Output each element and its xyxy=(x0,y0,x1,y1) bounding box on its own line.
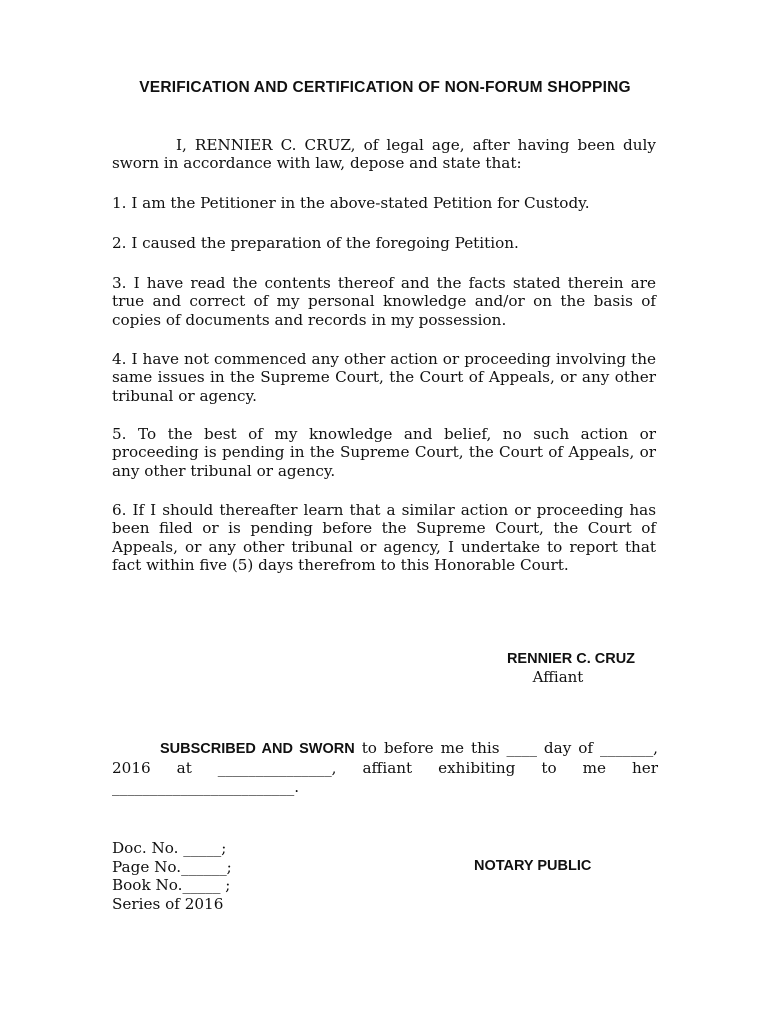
page-no: Page No.______; xyxy=(112,857,232,876)
paragraph-4: 4. I have not commenced any other action or proceeding involving the same issues in the Supreme Court, the Court of Appeals, or any other tribunal or agency. xyxy=(112,350,656,405)
paragraph-1: 1. I am the Petitioner in the above-stated Petition for Custody. xyxy=(112,194,590,212)
doc-no: Doc. No. _____; xyxy=(112,839,227,857)
paragraph-6: 6. If I should thereafter learn that a similar action or proceeding has been filed or is pending before the Supreme Court, the Court of Appeals, or any other tribunal or agency, I undertake to report that fact within five (5) days therefrom to this Honorable Court. xyxy=(112,501,656,575)
paragraph-5: 5. To the best of my knowledge and belief, no such action or proceeding is pending in the Supreme Court, the Court of Appeals, or any other tribunal or agency. xyxy=(112,425,656,480)
affiant-role: Affiant xyxy=(532,668,584,686)
document-title: VERIFICATION AND CERTIFICATION OF NON-FORUM SHOPPING xyxy=(139,79,631,96)
book-no: Book No._____ ; xyxy=(112,876,231,894)
notarial-register xyxy=(112,839,232,913)
notary-public-label: NOTARY PUBLIC xyxy=(474,858,592,874)
affiant-name: RENNIER C. CRUZ xyxy=(506,651,636,667)
paragraph-3: 3. I have read the contents thereof and the facts stated therein are true and correct of my personal knowledge and/or on the basis of copies of documents and records in my possession. xyxy=(112,274,656,329)
series: Series of 2016 xyxy=(112,894,224,913)
jurat-paragraph xyxy=(112,739,658,797)
paragraph-2: 2. I caused the preparation of the foregoing Petition. xyxy=(112,234,519,252)
jurat-heading: SUBSCRIBED AND SWORN xyxy=(160,741,355,757)
jurat-text: to before me this ____ day of _______, 2016 at _______________, affiant exhibiting to me her ________________________. xyxy=(112,739,659,796)
intro-paragraph: I, RENNIER C. CRUZ, of legal age, after having been duly sworn in accordance with law, depose and state that: xyxy=(112,136,656,173)
